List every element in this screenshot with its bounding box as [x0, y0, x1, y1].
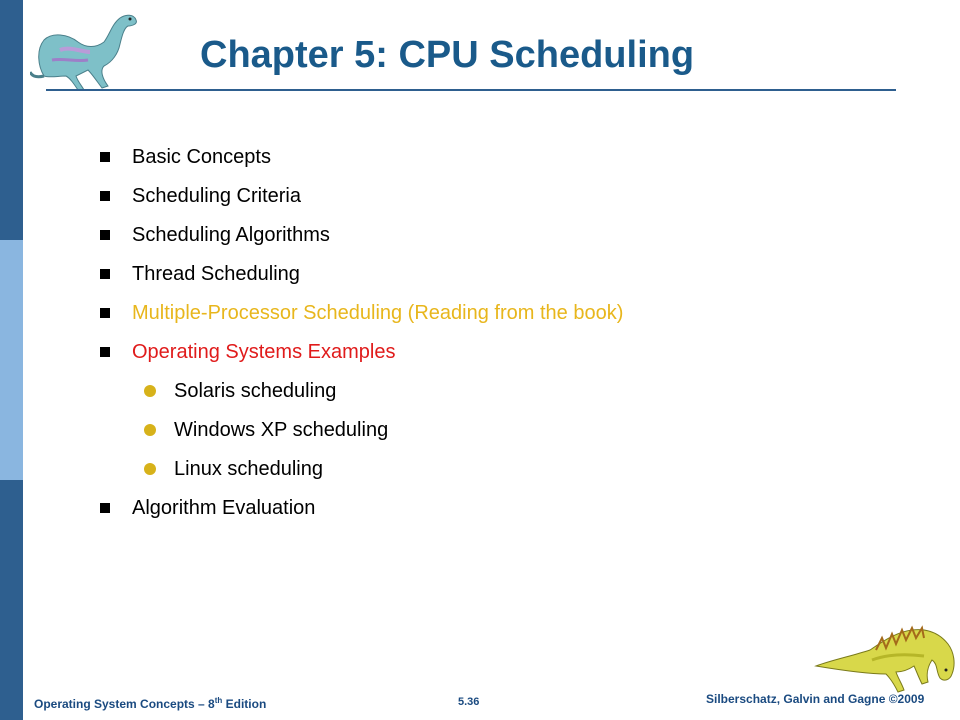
dinosaur-icon [30, 6, 150, 92]
list-item [96, 177, 916, 216]
sub-list-item-text: Linux scheduling [174, 458, 323, 480]
sub-list-item [96, 450, 916, 489]
dinosaur-icon [812, 620, 960, 696]
sub-list-item [96, 372, 916, 411]
list-item-text: Basic Concepts [132, 146, 271, 168]
list-item-text: Algorithm Evaluation [132, 497, 316, 519]
sidebar-strip [0, 0, 23, 720]
footer-authors: Silberschatz, Galvin and Gagne ©2009 [706, 692, 925, 706]
sidebar-band [0, 240, 23, 480]
square-bullet-icon [100, 347, 110, 357]
list-item-text: Multiple-Processor Scheduling (Reading from the book) [132, 302, 624, 324]
footer-book-prefix: Operating System Concepts – 8 [34, 697, 215, 711]
sub-list-item-text: Windows XP scheduling [174, 419, 389, 441]
square-bullet-icon [100, 191, 110, 201]
square-bullet-icon [100, 230, 110, 240]
slide-title: Chapter 5: CPU Scheduling [200, 34, 695, 76]
list-item [96, 333, 916, 372]
footer-book-title [34, 696, 266, 711]
list-item [96, 216, 916, 255]
footer-book-suffix: Edition [222, 697, 267, 711]
sub-list-item-text: Solaris scheduling [174, 380, 337, 402]
list-item [96, 138, 916, 177]
page-number: 5.36 [458, 696, 480, 708]
square-bullet-icon [100, 503, 110, 513]
square-bullet-icon [100, 152, 110, 162]
list-item [96, 255, 916, 294]
list-item [96, 294, 916, 333]
square-bullet-icon [100, 308, 110, 318]
list-item-text: Scheduling Criteria [132, 185, 301, 207]
list-item [96, 489, 916, 528]
round-bullet-icon [144, 463, 156, 475]
bullet-list [96, 138, 916, 528]
list-item-text: Operating Systems Examples [132, 341, 396, 363]
list-item-text: Scheduling Algorithms [132, 224, 330, 246]
round-bullet-icon [144, 424, 156, 436]
round-bullet-icon [144, 385, 156, 397]
sub-list-item [96, 411, 916, 450]
footer-book-superscript: th [214, 696, 223, 705]
list-item-text: Thread Scheduling [132, 263, 300, 285]
square-bullet-icon [100, 269, 110, 279]
title-divider [46, 89, 896, 91]
